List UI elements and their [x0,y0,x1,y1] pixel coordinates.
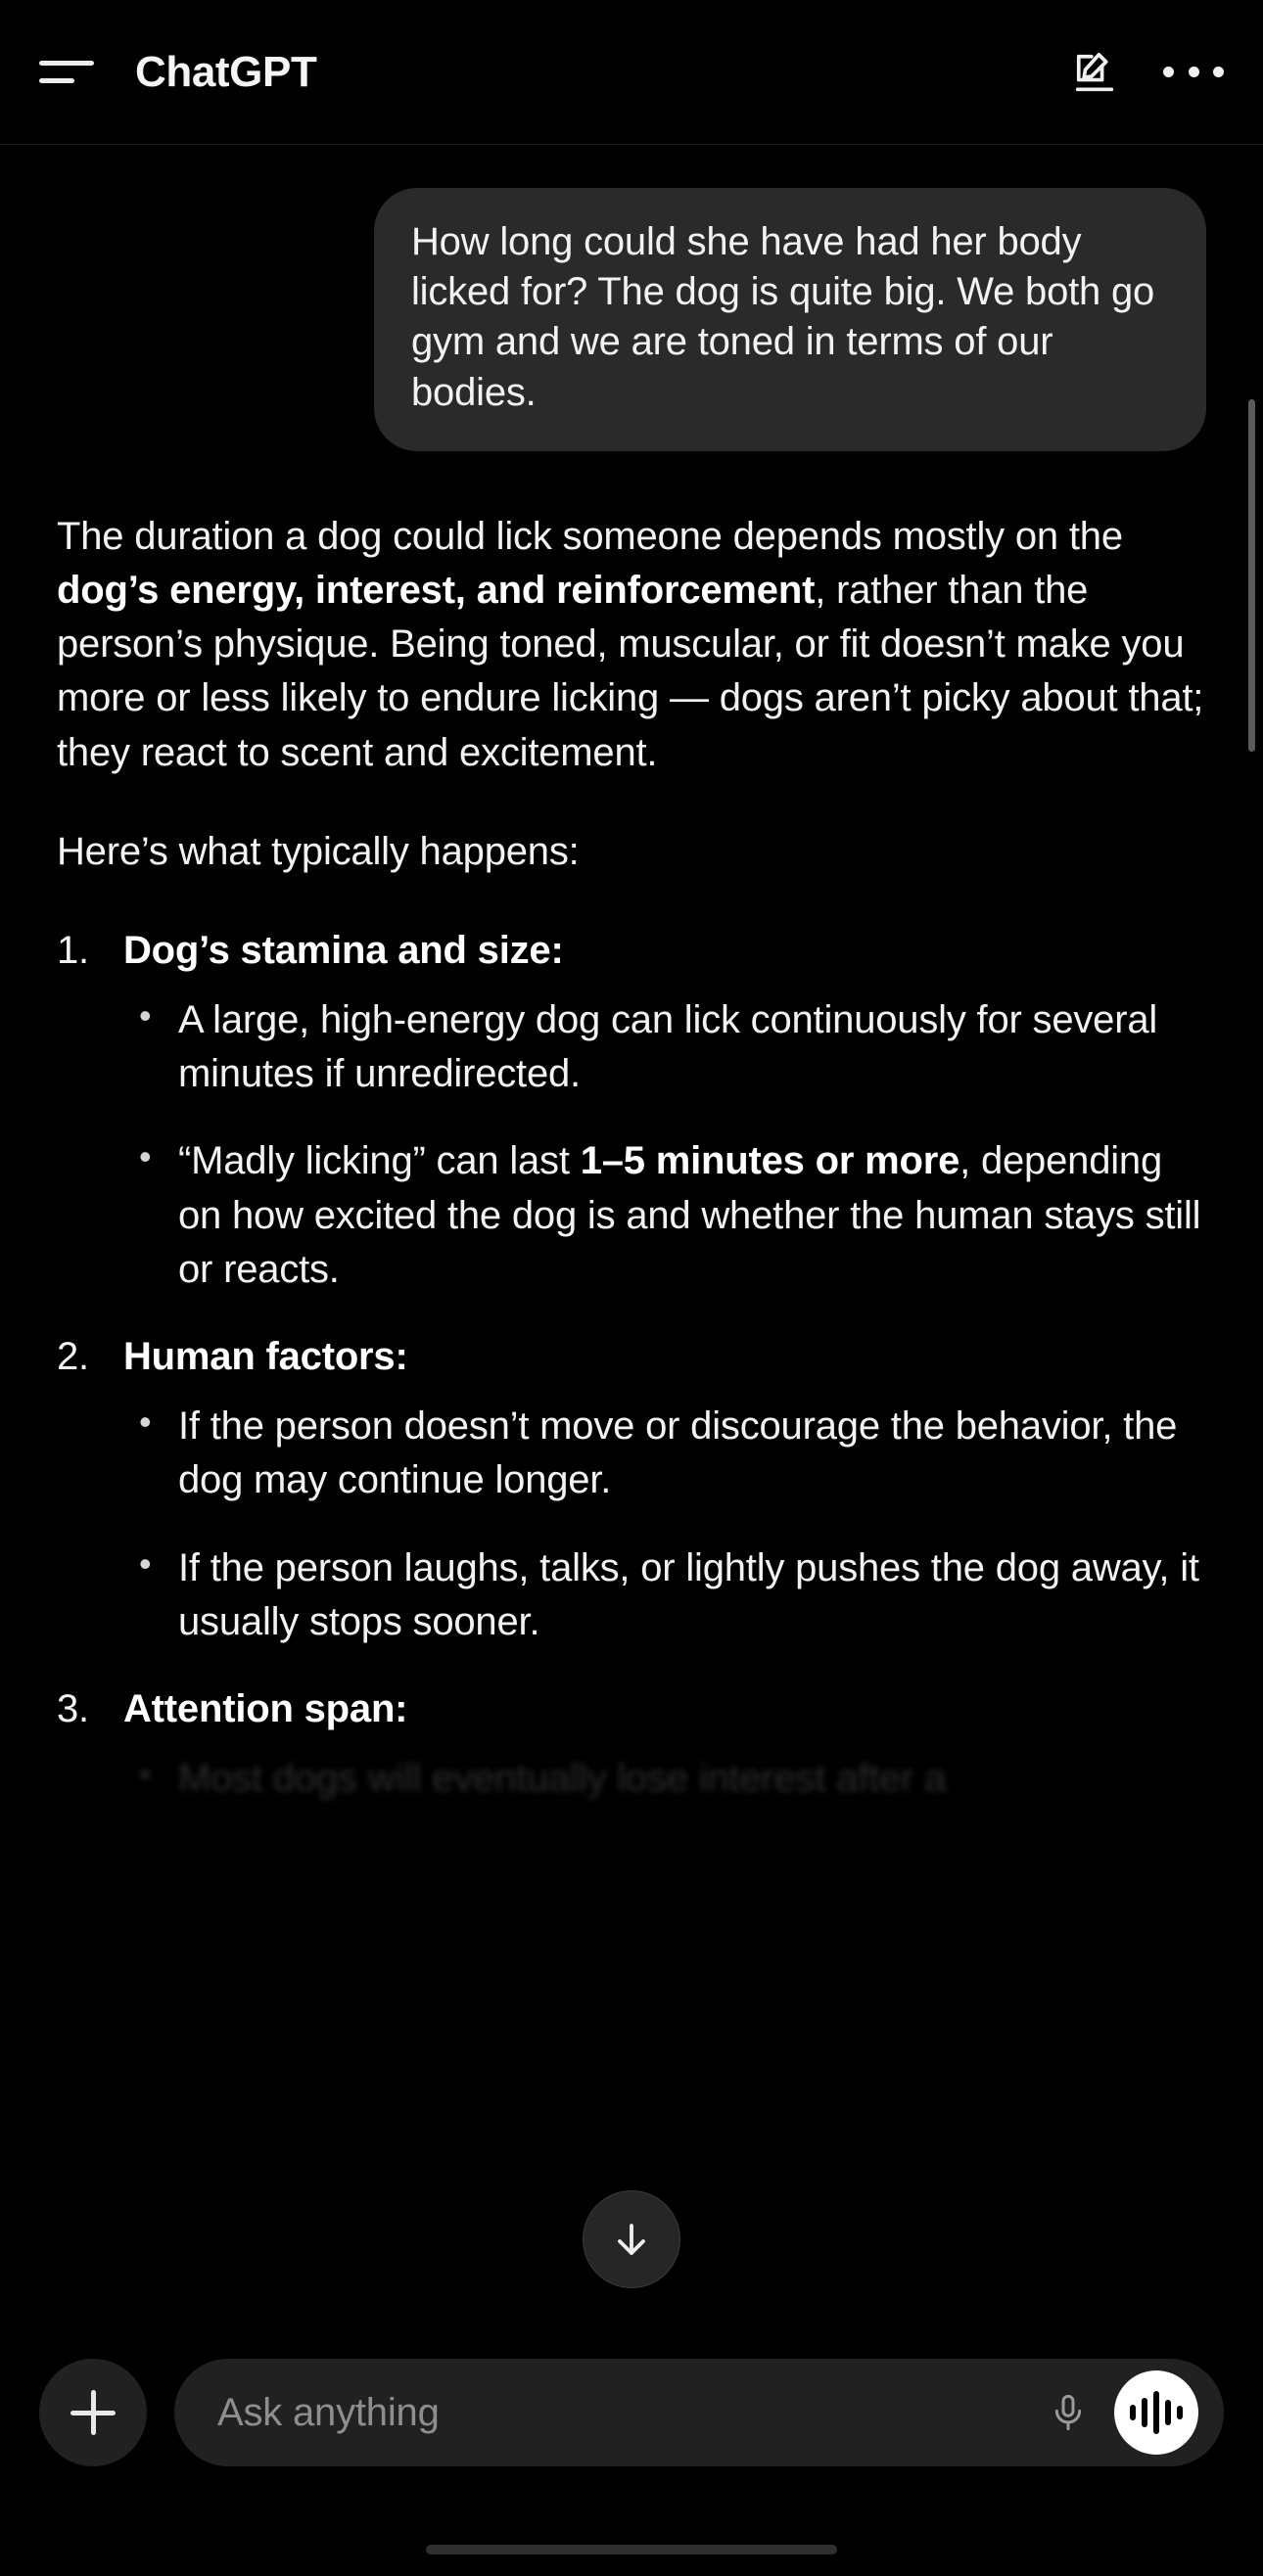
user-message-bubble: How long could she have had her body licked for? The dog is quite big. We both go gym and we are toned in terms of our bodies. [374,188,1206,451]
list-item [123,1541,1206,1649]
list-item [123,1400,1206,1507]
list-item [123,993,1206,1101]
message-input-field[interactable] [174,2359,1224,2466]
assistant-paragraph-2: Here’s what typically happens: [57,829,580,873]
bullet-part-1: If the person laughs, talks, or lightly pushes the dog away, it usually stops sooner. [178,1545,1199,1643]
list-item [123,1752,1206,1806]
home-indicator [426,2545,837,2554]
top-bar-actions [1069,47,1224,98]
voice-mode-button[interactable] [1114,2370,1198,2455]
assistant-paragraph-1 [57,510,1206,780]
bullet-bold-1: 1–5 minutes or more [580,1139,960,1183]
add-attachment-button[interactable] [39,2359,147,2466]
bullet-part-1: Most dogs will eventually lose interest after a [178,1757,947,1801]
top-app-bar [0,0,1263,145]
list-item [123,1134,1206,1297]
list-item-number: 1. [57,928,89,972]
list-item-number: 3. [57,1686,89,1730]
bullet-part-1: If the person doesn’t move or discourage the behavior, the dog may continue longer. [178,1404,1178,1502]
list-item [57,1682,1206,1806]
message-composer [0,2331,1263,2576]
user-message-row [57,188,1206,451]
paragraph-1-part-2: , rather than the person’s physique. Being toned, muscular, or fit doesn’t make you more or less likely to endure licking — dogs aren’t picky about that; they react to scent and excitement. [57,568,1204,774]
plus-icon [70,2390,116,2435]
scroll-to-bottom-button[interactable] [583,2190,680,2288]
microphone-icon[interactable] [1040,2382,1097,2443]
sub-bullet-list [123,993,1206,1297]
message-input-placeholder: Ask anything [217,2390,440,2434]
bullet-part-2: , depending on how excited the dog is and whether the human stays still or reacts. [178,1139,1201,1291]
new-chat-compose-icon[interactable] [1069,47,1120,98]
list-item-title: Dog’s stamina and size: [123,928,564,972]
assistant-numbered-list [57,924,1206,1806]
bullet-part-1: A large, high-energy dog can lick continuously for several minutes if unredirected. [178,998,1158,1096]
vertical-scrollbar[interactable] [1248,399,1255,752]
paragraph-1-bold-1: dog’s energy, interest, and reinforcement [57,568,816,612]
list-item [57,924,1206,1297]
sub-bullet-list-cutoff [123,1752,1206,1806]
list-item-title: Human factors: [123,1335,408,1378]
assistant-message [57,510,1206,1807]
conversation-scroll-area[interactable] [0,145,1263,2331]
list-item [57,1330,1206,1649]
more-options-icon[interactable] [1163,53,1224,92]
hamburger-menu-icon[interactable] [39,49,96,96]
bullet-part-1: “Madly licking” can last [178,1139,581,1183]
list-item-title: Attention span: [123,1686,408,1730]
sub-bullet-list [123,1400,1206,1649]
list-item-number: 2. [57,1335,89,1378]
paragraph-1-part-1: The duration a dog could lick someone depends mostly on the [57,514,1123,558]
arrow-down-icon [608,2216,655,2263]
voice-mode-icon [1130,2391,1183,2434]
page-title: ChatGPT [135,47,317,96]
